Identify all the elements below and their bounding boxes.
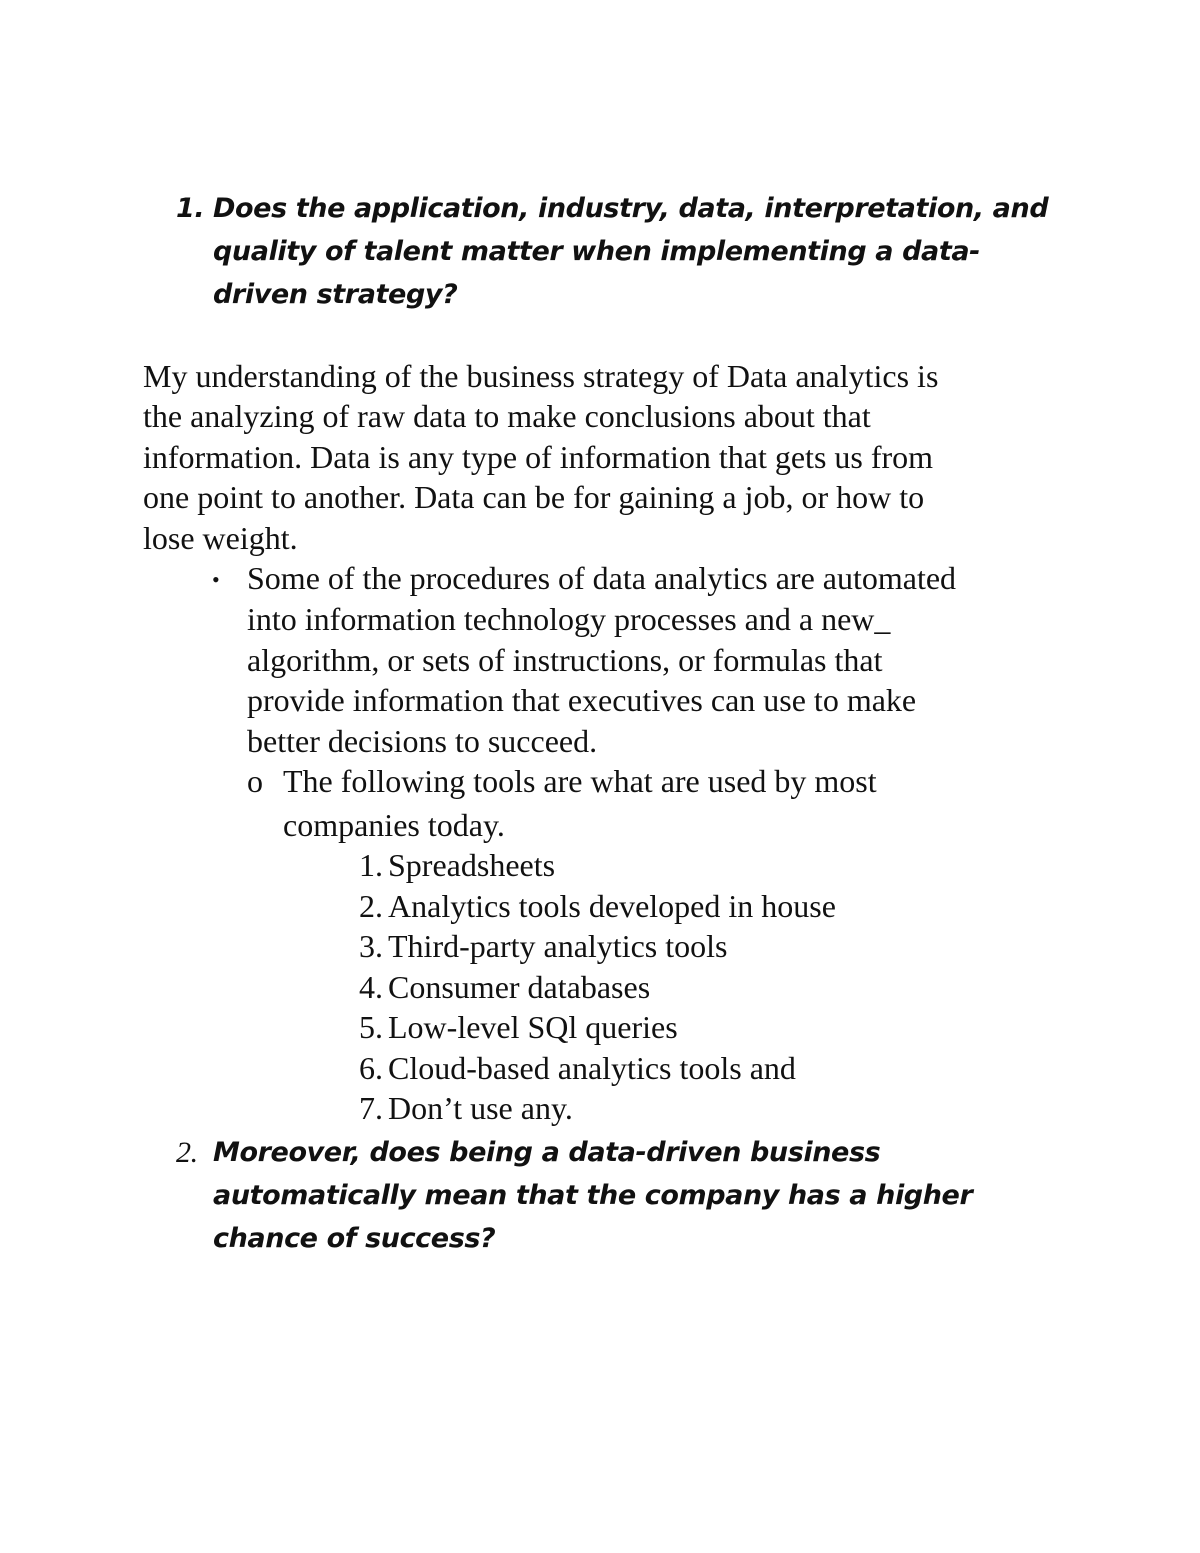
- list-item-number: 1.: [359, 847, 383, 883]
- list-item-label: Don’t use any.: [388, 1090, 573, 1126]
- question-2-line: automatically mean that the company has a higher: [213, 1180, 973, 1211]
- list-item-label: Spreadsheets: [388, 847, 556, 883]
- list-item-label: Analytics tools developed in house: [388, 888, 836, 924]
- list-item-number: 7.: [359, 1090, 383, 1126]
- question-2-line: chance of success?: [213, 1223, 496, 1254]
- question-1-line: driven strategy?: [213, 279, 458, 310]
- sub-bullet-marker: o: [247, 763, 263, 799]
- bullet-marker: •: [212, 567, 220, 592]
- bullet-line: Some of the procedures of data analytics are automated: [247, 560, 957, 596]
- question-1-number: 1.: [176, 193, 205, 224]
- question-1: [176, 187, 1076, 319]
- question-1-line: Does the application, industry, data, interpretation, and: [213, 193, 1049, 224]
- paragraph-line: the analyzing of raw data to make conclusions about that: [143, 398, 871, 434]
- question-2: [176, 1131, 1076, 1263]
- list-item-label: Low-level SQl queries: [388, 1009, 678, 1045]
- paragraph-line: lose weight.: [143, 520, 298, 556]
- bullet-line: algorithm, or sets of instructions, or formulas that: [247, 642, 883, 678]
- bullet-line: better decisions to succeed.: [247, 723, 598, 759]
- sub-bullet-line: companies today.: [283, 807, 505, 843]
- list-item-label: Third-party analytics tools: [388, 928, 728, 964]
- paragraph-line: information. Data is any type of information that gets us from: [143, 439, 934, 475]
- question-1-line: quality of talent matter when implementing a data-: [213, 236, 980, 267]
- sub-bullet-line: The following tools are what are used by most: [283, 763, 877, 799]
- list-item-number: 6.: [359, 1050, 383, 1086]
- bullet-line: provide information that executives can use to make: [247, 682, 917, 718]
- question-2-number: 2.: [176, 1136, 198, 1169]
- list-item-number: 4.: [359, 969, 383, 1005]
- list-item-label: Consumer databases: [388, 969, 651, 1005]
- bullet-line: into information technology processes and a new_: [247, 601, 891, 637]
- paragraph-line: one point to another. Data can be for gaining a job, or how to: [143, 479, 925, 515]
- paragraph-line: My understanding of the business strategy of Data analytics is: [143, 358, 939, 394]
- list-item-label: Cloud-based analytics tools and: [388, 1050, 796, 1086]
- list-item-number: 3.: [359, 928, 383, 964]
- question-2-line: Moreover, does being a data-driven business: [213, 1137, 881, 1168]
- list-item-number: 2.: [359, 888, 383, 924]
- list-item-number: 5.: [359, 1009, 383, 1045]
